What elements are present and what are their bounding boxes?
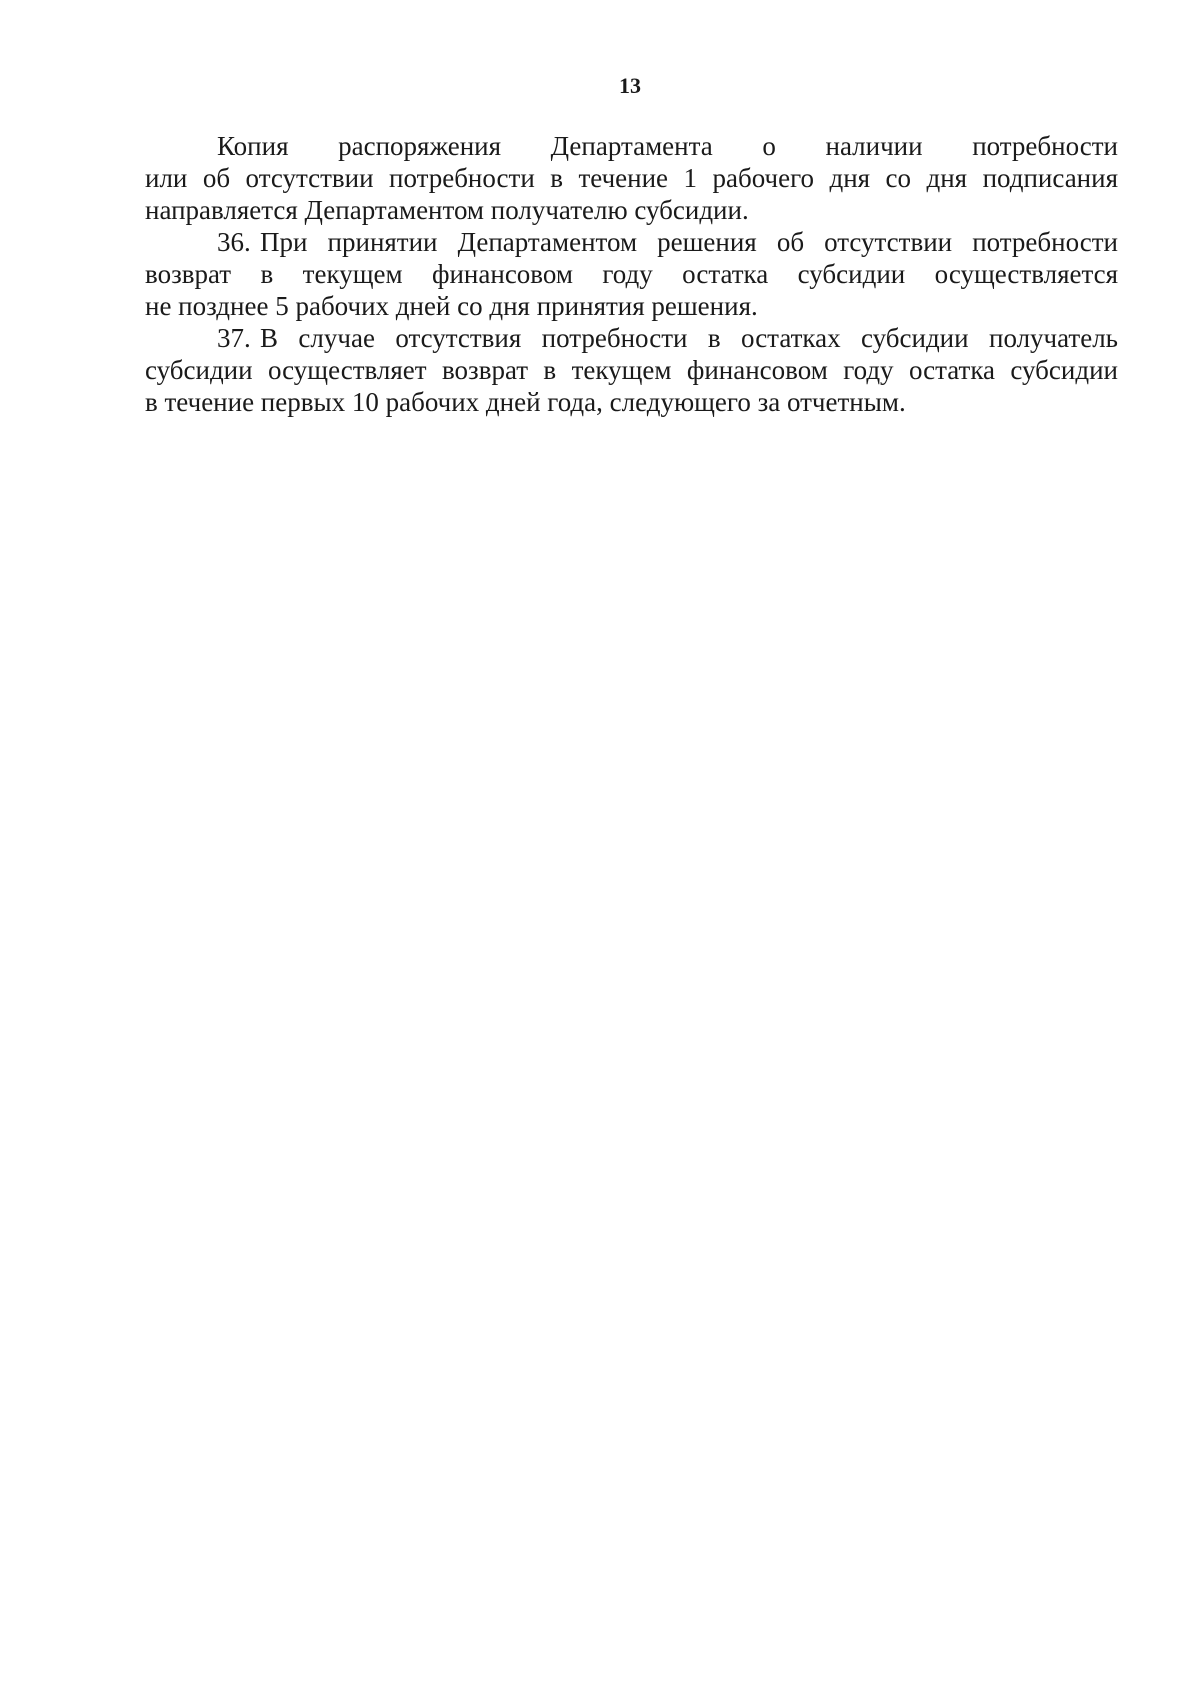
- paragraph-36: [145, 226, 1118, 322]
- paragraph-number: 37.: [217, 323, 251, 353]
- text-line: или об отсутствии потребности в течение 1 рабочего дня со дня подписания: [145, 163, 1118, 193]
- paragraph-copy-order: [145, 130, 1118, 226]
- text-line-numbered: [145, 322, 1118, 354]
- text-line: возврат в текущем финансовом году остатка субсидии осуществляется: [145, 259, 1118, 289]
- text-line: не позднее 5 рабочих дней со дня принятия решения.: [145, 291, 758, 321]
- text-line-numbered: [145, 226, 1118, 258]
- page-number: 13: [619, 73, 641, 98]
- document-body: [145, 130, 1118, 418]
- text-line: Копия распоряжения Департамента о наличии потребности: [217, 131, 1118, 161]
- paragraph-number: 36.: [217, 227, 251, 257]
- text-line: направляется Департаментом получателю субсидии.: [145, 195, 749, 225]
- text-line: При принятии Департаментом решения об отсутствии потребности: [260, 227, 1118, 257]
- text-line: В случае отсутствия потребности в остатках субсидии получатель: [260, 323, 1118, 353]
- text-line: в течение первых 10 рабочих дней года, следующего за отчетным.: [145, 387, 906, 417]
- paragraph-37: [145, 322, 1118, 418]
- text-line: субсидии осуществляет возврат в текущем финансовом году остатка субсидии: [145, 355, 1118, 385]
